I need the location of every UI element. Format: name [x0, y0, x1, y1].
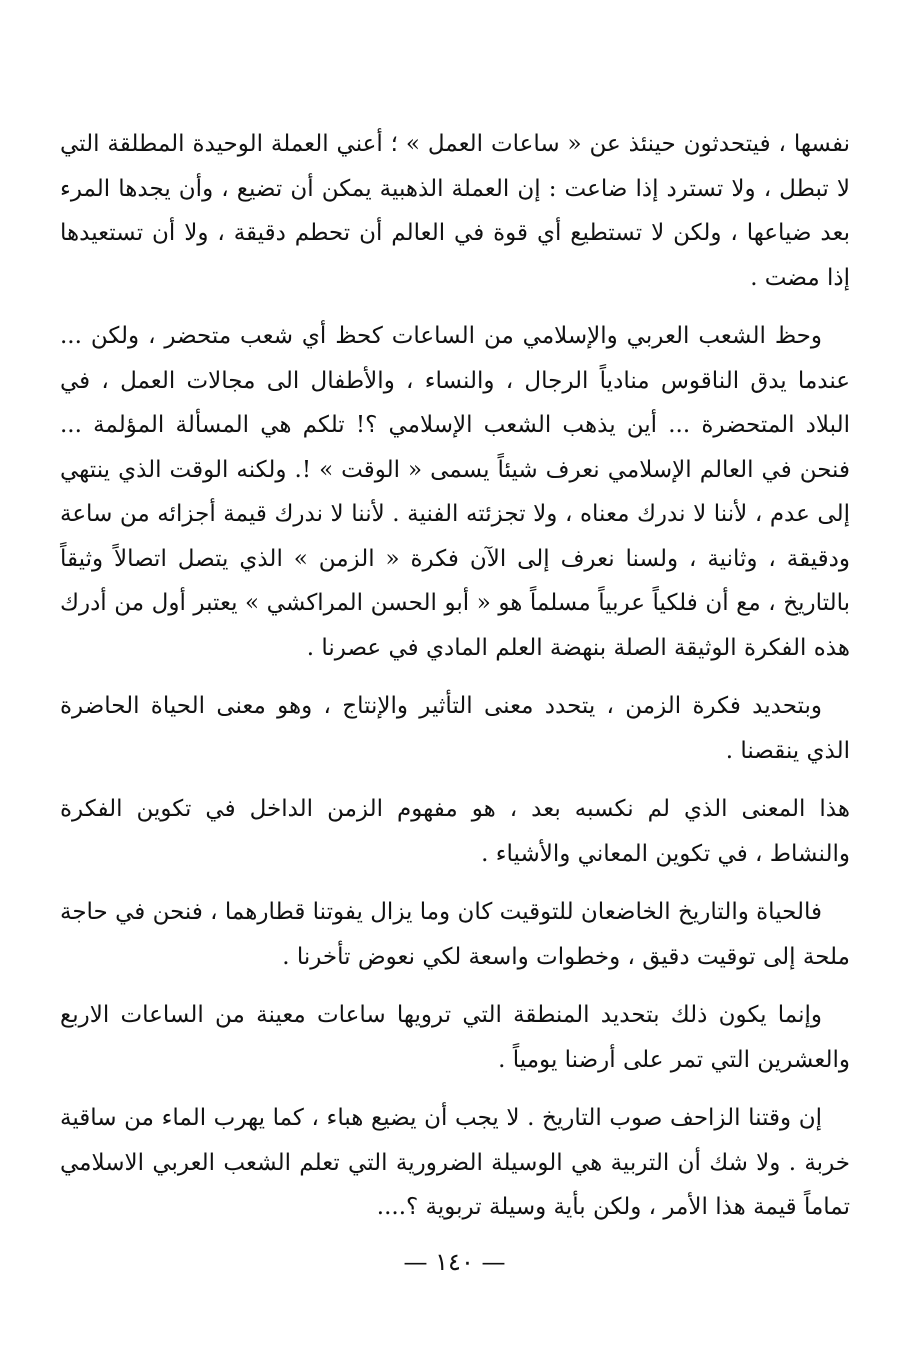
paragraph-5: فالحياة والتاريخ الخاضعان للتوقيت كان وما يزال يفوتنا قطارهما ، فنحن في حاجة ملحة إلى توقيت دقيق ، وخطوات واسعة لكي نعوض تأخرنا . — [60, 899, 850, 970]
paragraph-3: وبتحديد فكرة الزمن ، يتحدد معنى التأثير والإنتاج ، وهو معنى الحياة الحاضرة الذي ينقصنا . — [60, 693, 850, 764]
paragraph-4: هذا المعنى الذي لم نكسبه بعد ، هو مفهوم الزمن الداخل في تكوين الفكرة والنشاط ، في تكوين المعاني والأشياء . — [60, 796, 850, 867]
paragraph-6: وإنما يكون ذلك بتحديد المنطقة التي ترويها ساعات معينة من الساعات الاربع والعشرين التي تمر على أرضنا يومياً . — [60, 1002, 850, 1073]
page-body — [60, 122, 850, 1244]
paragraph-1: نفسها ، فيتحدثون حينئذ عن « ساعات العمل » ؛ أعني العملة الوحيدة المطلقة التي لا تبطل ، ولا تسترد إذا ضاعت : إن العملة الذهبية يمكن أن تضيع ، وأن يجدها المرء بعد ضياعها ، ولكن لا تستطيع أي قوة في العالم أن تحطم دقيقة ، ولا أن تستعيدها إذا مضت . — [60, 131, 850, 291]
page-number: — ١٤٠ — — [403, 1248, 506, 1276]
paragraph-7: إن وقتنا الزاحف صوب التاريخ . لا يجب أن يضيع هباء ، كما يهرب الماء من ساقية خربة . ولا شك أن التربية هي الوسيلة الضرورية التي تعلم الشعب العربي الاسلامي تماماً قيمة هذا الأمر ، ولكن بأية وسيلة تربوية ؟.... — [60, 1105, 850, 1220]
paragraph-2: وحظ الشعب العربي والإسلامي من الساعات كحظ أي شعب متحضر ، ولكن ... عندما يدق الناقوس منادياً الرجال ، والنساء ، والأطفال الى مجالات العمل ، في البلاد المتحضرة ... أين يذهب الشعب الإسلامي ؟! تلكم هي المسألة المؤلمة ... فنحن في العالم الإسلامي نعرف شيئاً يسمى « الوقت » !. ولكنه الوقت الذي ينتهي إلى عدم ، لأننا لا ندرك معناه ، ولا تجزئته الفنية . لأننا لا ندرك قيمة أجزائه من ساعة ودقيقة ، وثانية ، ولسنا نعرف إلى الآن فكرة « الزمن » الذي يتصل اتصالاً وثيقاً بالتاريخ ، مع أن فلكياً عربياً مسلماً هو « أبو الحسن المراكشي » يعتبر أول من أدرك هذه الفكرة الوثيقة الصلة بنهضة العلم المادي في عصرنا . — [60, 323, 850, 661]
